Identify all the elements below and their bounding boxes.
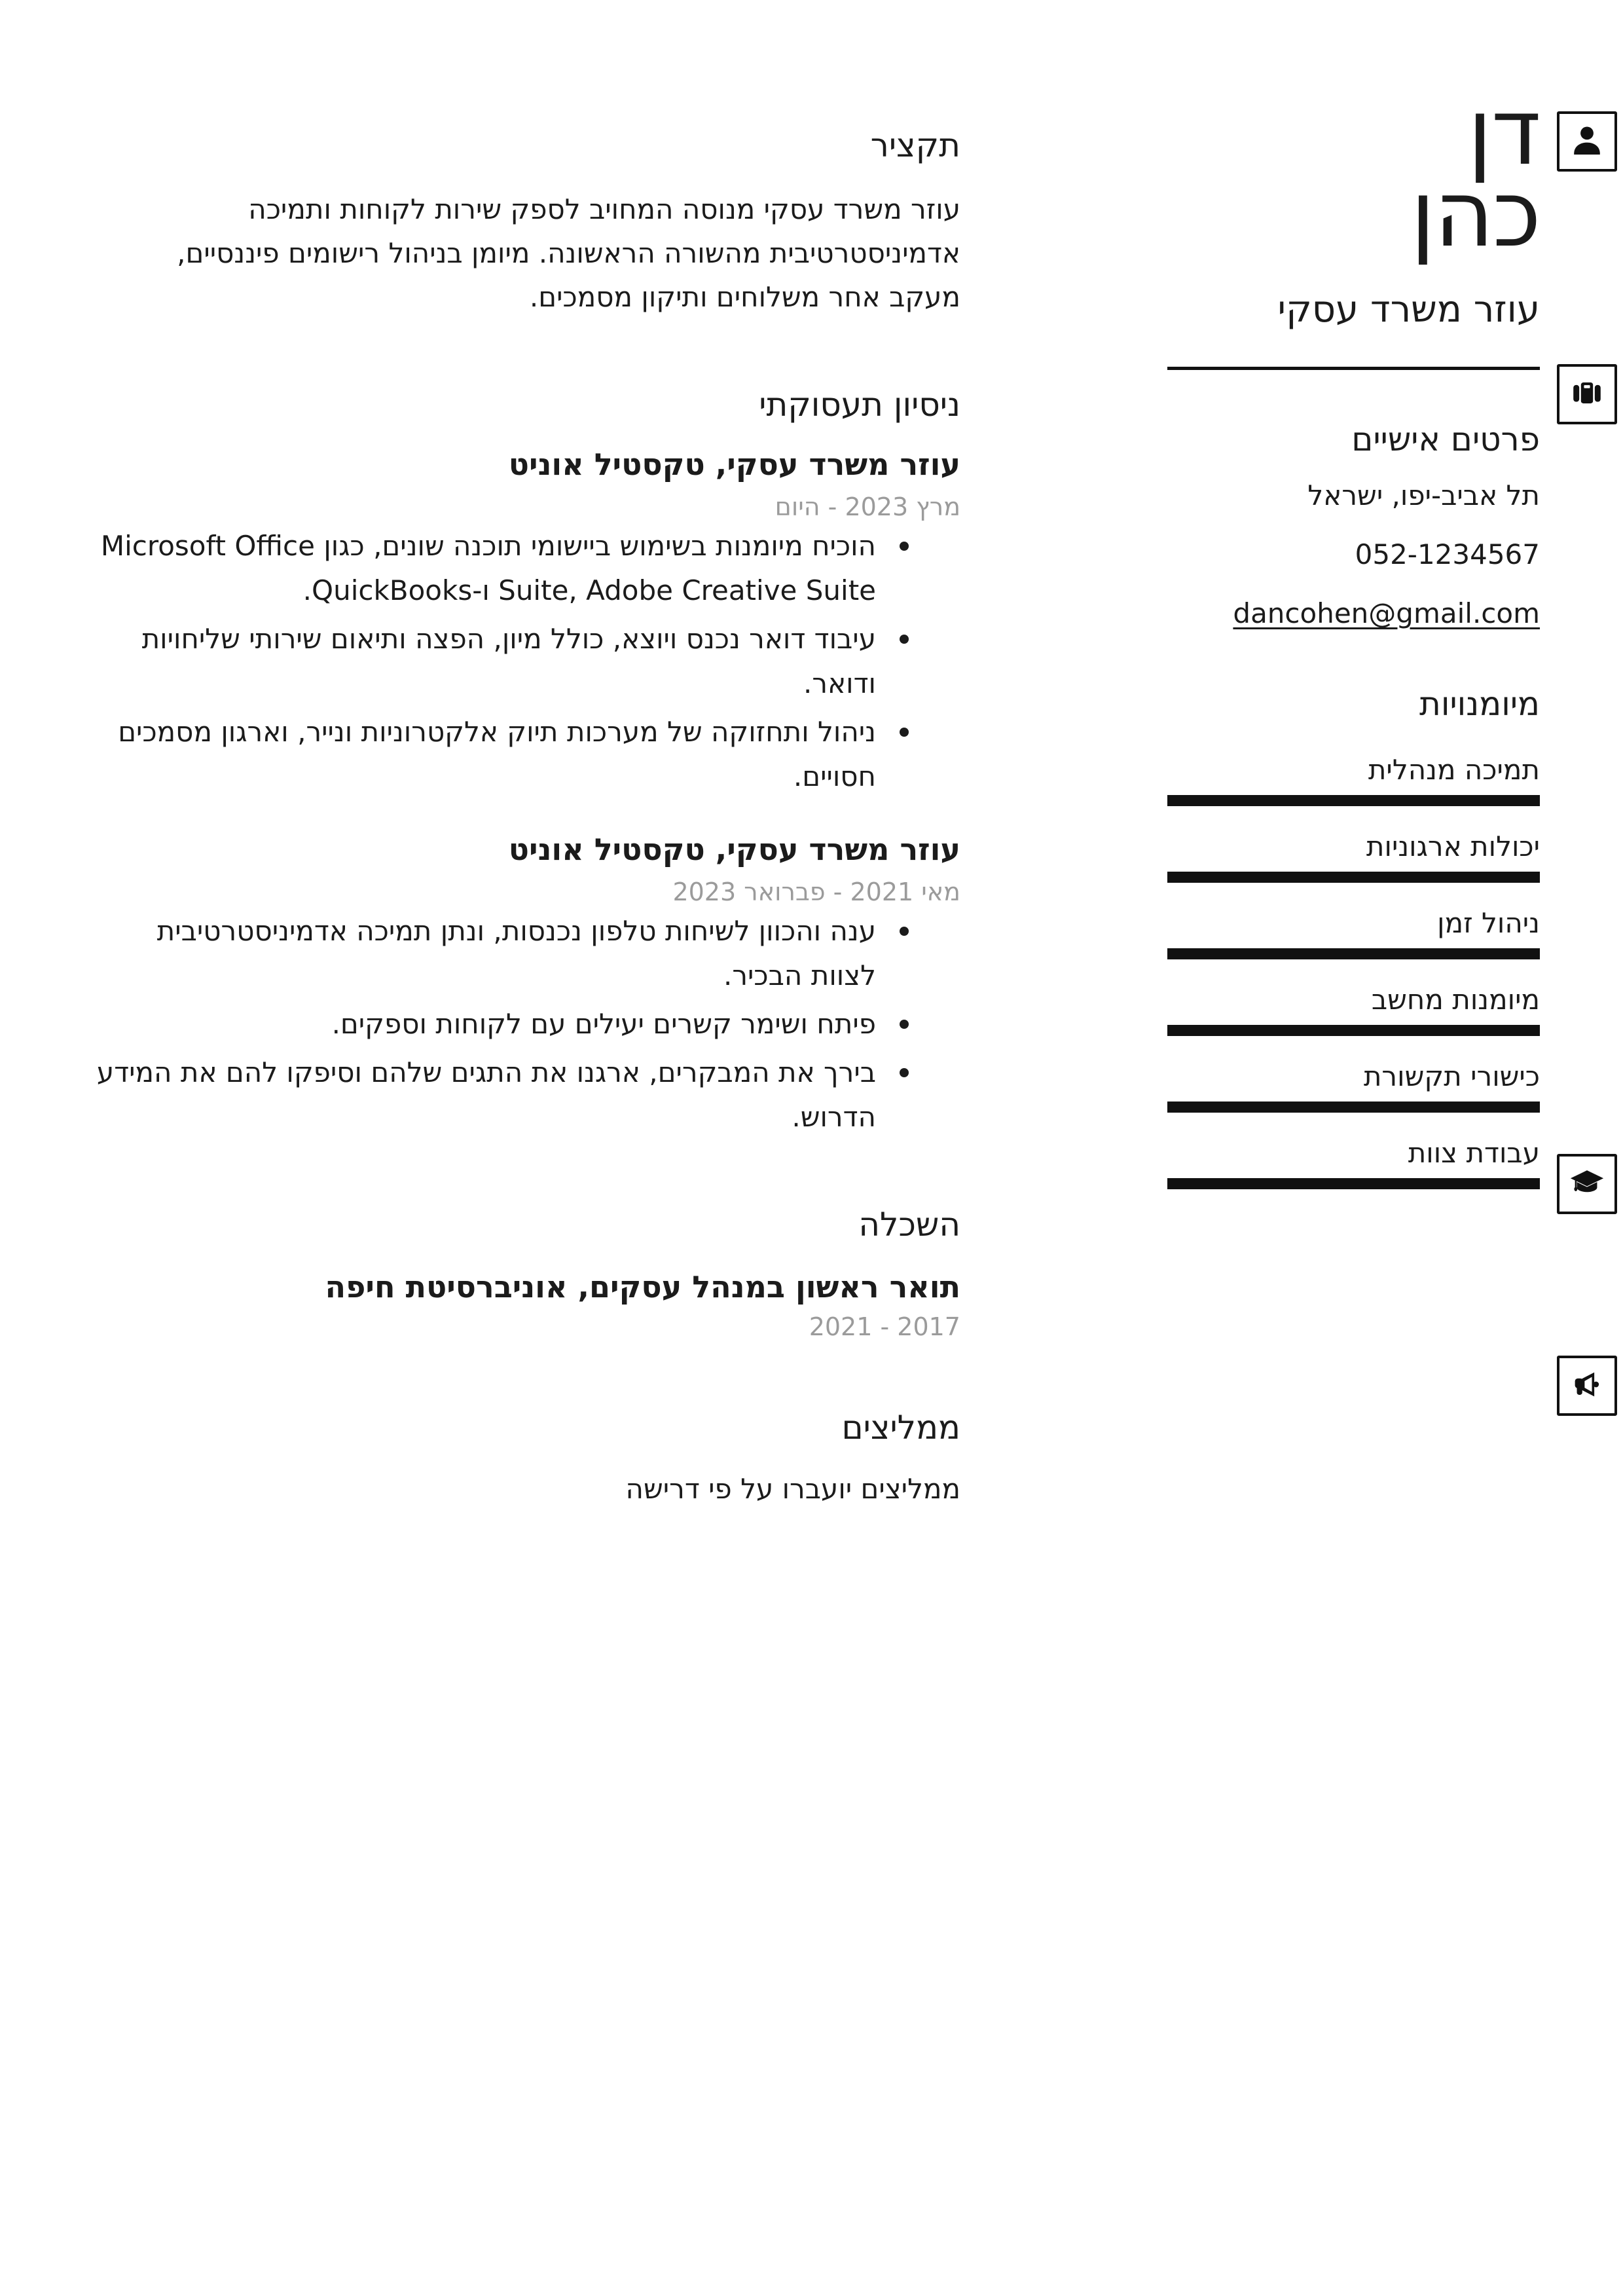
skill-bar — [1167, 1102, 1540, 1113]
experience-heading: ניסיון תעסוקתי — [759, 386, 960, 424]
skill-bar — [1167, 1025, 1540, 1036]
job-title: עוזר משרד עסקי, טקסטיל אוניט — [508, 447, 960, 482]
briefcase-icon — [1568, 374, 1606, 415]
contact-phone: 052-1234567 — [1355, 538, 1540, 570]
summary-heading: תקציר — [870, 126, 960, 164]
job-bullet: פיתח ושימר קשרים יעילים עם לקוחות וספקים. — [90, 1002, 876, 1046]
candidate-job-title: עוזר משרד עסקי — [1277, 288, 1540, 331]
experience-section-marker — [1557, 364, 1617, 424]
skill-bar — [1167, 948, 1540, 959]
references-text: ממליצים יועברו על פי דרישה — [625, 1473, 960, 1505]
job-dates: מאי 2021 - פברואר 2023 — [672, 878, 960, 906]
job-bullet: עיבוד דואר נכנס ויוצא, כולל מיון, הפצה ותיאום שירותי שליחויות ודואר. — [90, 617, 876, 706]
skill-bar — [1167, 872, 1540, 883]
skill-item — [1167, 1136, 1540, 1189]
skills-heading: מיומנויות — [1419, 685, 1540, 723]
skill-label: מיומנות מחשב — [1371, 984, 1540, 1016]
last-name: כהן — [1410, 161, 1540, 268]
job-bullet: בירך את המבקרים, ארגנו את התגים שלהם וסיפקו להם את המידע הדרוש. — [90, 1050, 876, 1139]
contact-location: תל אביב-יפו, ישראל — [1307, 479, 1540, 511]
skill-item — [1167, 983, 1540, 1036]
skill-label: תמיכה מנהלית — [1368, 754, 1540, 786]
contact-email-link[interactable]: dancohen@gmail.com — [1233, 597, 1540, 629]
skills-list — [1167, 753, 1540, 1213]
job-bullet-list — [90, 524, 960, 803]
skill-bar — [1167, 1178, 1540, 1189]
sidebar-divider — [1167, 367, 1540, 370]
graduation-cap-icon — [1568, 1164, 1606, 1204]
profile-section-marker — [1557, 111, 1617, 172]
candidate-name — [1410, 79, 1540, 268]
job-bullet-list — [90, 909, 960, 1143]
education-degree: תואר ראשון במנהל עסקים, אוניברסיטת חיפה — [325, 1269, 960, 1305]
references-heading: ממליצים — [841, 1409, 960, 1447]
skill-label: עבודת צוות — [1408, 1137, 1540, 1169]
skill-label: כישורי תקשורת — [1363, 1060, 1540, 1092]
references-section-marker — [1557, 1356, 1617, 1416]
skill-label: יכולות ארגוניות — [1366, 830, 1540, 862]
skill-bar — [1167, 795, 1540, 806]
personal-details-heading: פרטים אישיים — [1351, 420, 1540, 458]
megaphone-icon — [1568, 1365, 1606, 1406]
skill-item — [1167, 753, 1540, 806]
skill-item — [1167, 830, 1540, 883]
job-bullet: ניהול ותחזוקה של מערכות תיוק אלקטרוניות ונייר, וארגון מסמכים חסויים. — [90, 710, 876, 799]
first-name: דן — [1467, 79, 1540, 186]
education-heading: השכלה — [858, 1206, 960, 1244]
job-bullet: הוכיח מיומנות בשימוש ביישומי תוכנה שונים, כגון Microsoft Office Suite, Adobe Creative Suite ו-QuickBooks. — [90, 524, 876, 613]
contact-block — [1147, 479, 1540, 656]
job-title: עוזר משרד עסקי, טקסטיל אוניט — [508, 832, 960, 867]
skill-item — [1167, 906, 1540, 959]
education-dates: 2017 - 2021 — [809, 1312, 960, 1341]
person-icon — [1568, 121, 1606, 162]
job-dates: מרץ 2023 - היום — [775, 492, 960, 521]
skill-label: ניהול זמן — [1437, 907, 1540, 939]
job-bullet: ענה והכוון לשיחות טלפון נכנסות, ונתן תמיכה אדמיניסטרטיבית לצוות הבכיר. — [90, 909, 876, 998]
education-section-marker — [1557, 1154, 1617, 1214]
summary-text: עוזר משרד עסקי מנוסה המחויב לספק שירות לקוחות ותמיכה אדמיניסטרטיבית מהשורה הראשונה. מיומן בניהול רישומים פיננסיים, מעקב אחר משלוחים ותיקון מסמכים. — [177, 193, 960, 313]
skill-item — [1167, 1060, 1540, 1113]
